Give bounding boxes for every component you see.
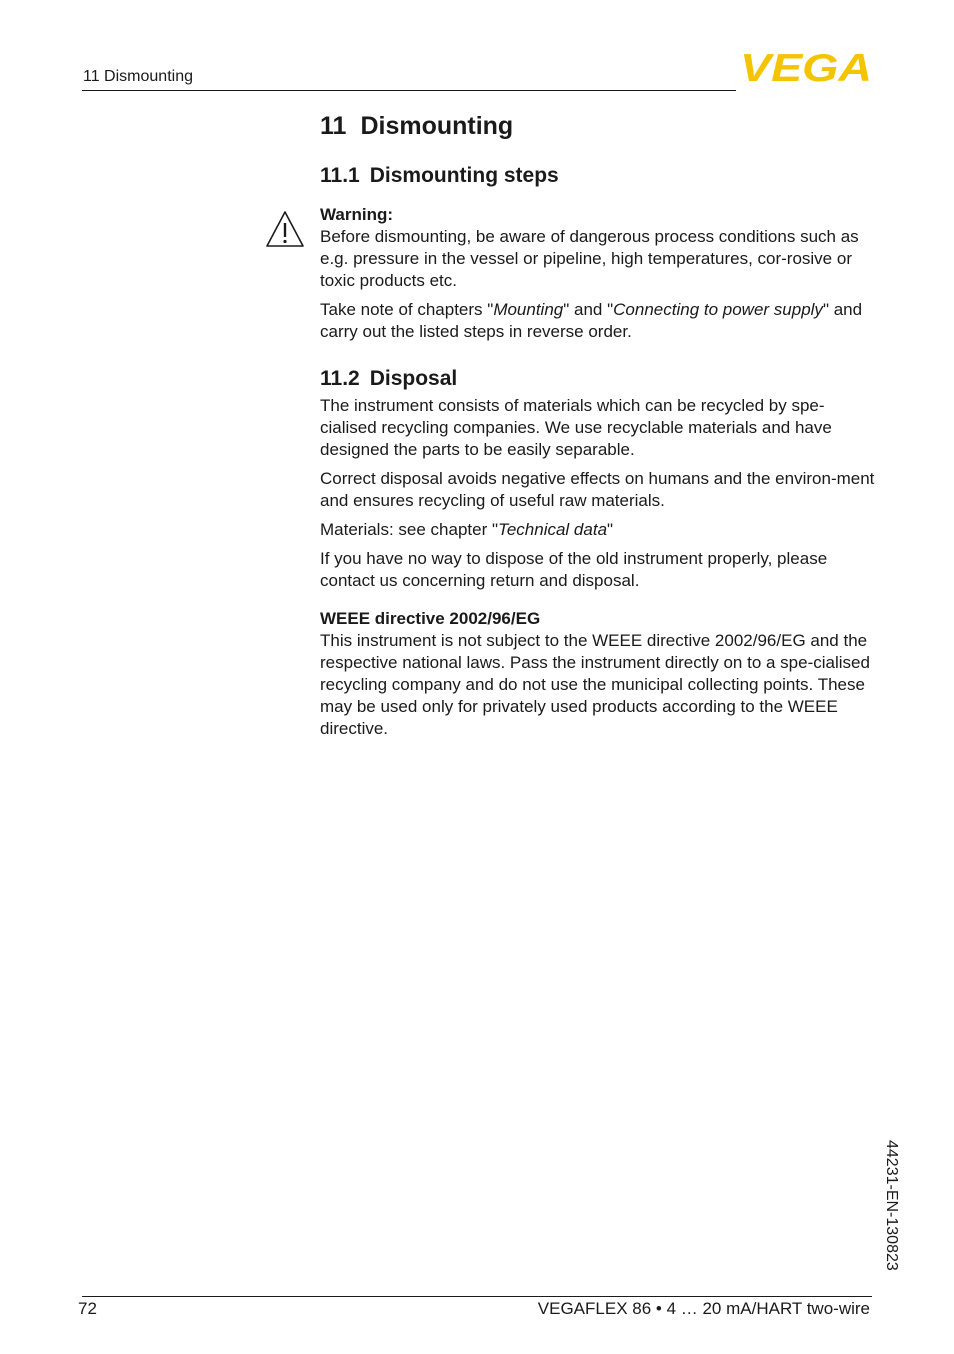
document-number-vertical: 44231-EN-130823 xyxy=(883,1140,900,1271)
disposal-paragraph-effects: Correct disposal avoids negative effects on humans and the environ-ment and ensures recycling of useful raw materials. xyxy=(320,469,875,510)
power-supply-chapter-ref: Connecting to power supply xyxy=(613,300,823,319)
disposal-paragraph-materials: The instrument consists of materials which can be recycled by spe-cialised recycling companies. We use recyclable materials and have designed the parts to be easily separable. xyxy=(320,396,832,459)
warning-text: Before dismounting, be aware of dangerous process conditions such as e.g. pressure in the vessel or pipeline, high temperatures, cor-rosive or toxic products etc. xyxy=(320,227,859,290)
warning-triangle-icon xyxy=(265,210,305,248)
footer-rule xyxy=(82,1296,872,1297)
page-content xyxy=(320,110,876,740)
technical-data-ref: Technical data xyxy=(498,520,608,539)
weee-label: WEEE directive 2002/96/EG xyxy=(320,609,541,628)
vega-logo xyxy=(740,50,874,84)
chapter-heading: 11 Dismounting xyxy=(320,112,514,140)
header-rule xyxy=(82,90,736,91)
section-heading-dismounting-steps: 11.1 Dismounting steps xyxy=(320,164,559,187)
disposal-paragraph-reference: Materials: see chapter "Technical data" xyxy=(320,520,614,539)
header-section-label: 11 Dismounting xyxy=(83,68,193,85)
weee-text: This instrument is not subject to the WEEE directive 2002/96/EG and the respective national laws. Pass the instrument directly on to a spe-cialised recycling company and do not use the municipal collecting points. These may be used only for privately used products according to the WEEE directive. xyxy=(320,631,870,738)
reverse-order-note: Take note of chapters "Mounting" and "Connecting to power supply" and carry out the listed steps in reverse order. xyxy=(320,300,863,341)
footer-product-title: VEGAFLEX 86 • 4 … 20 mA/HART two-wire xyxy=(537,1299,870,1318)
section-heading-disposal: 11.2 Disposal xyxy=(320,367,458,390)
mounting-chapter-ref: Mounting xyxy=(493,300,564,319)
logo-text: VEGA xyxy=(740,50,872,84)
page-number: 72 xyxy=(78,1299,97,1318)
warning-label: Warning: xyxy=(320,205,394,224)
disposal-paragraph-return: If you have no way to dispose of the old instrument properly, please contact us concerning return and disposal. xyxy=(320,549,828,590)
